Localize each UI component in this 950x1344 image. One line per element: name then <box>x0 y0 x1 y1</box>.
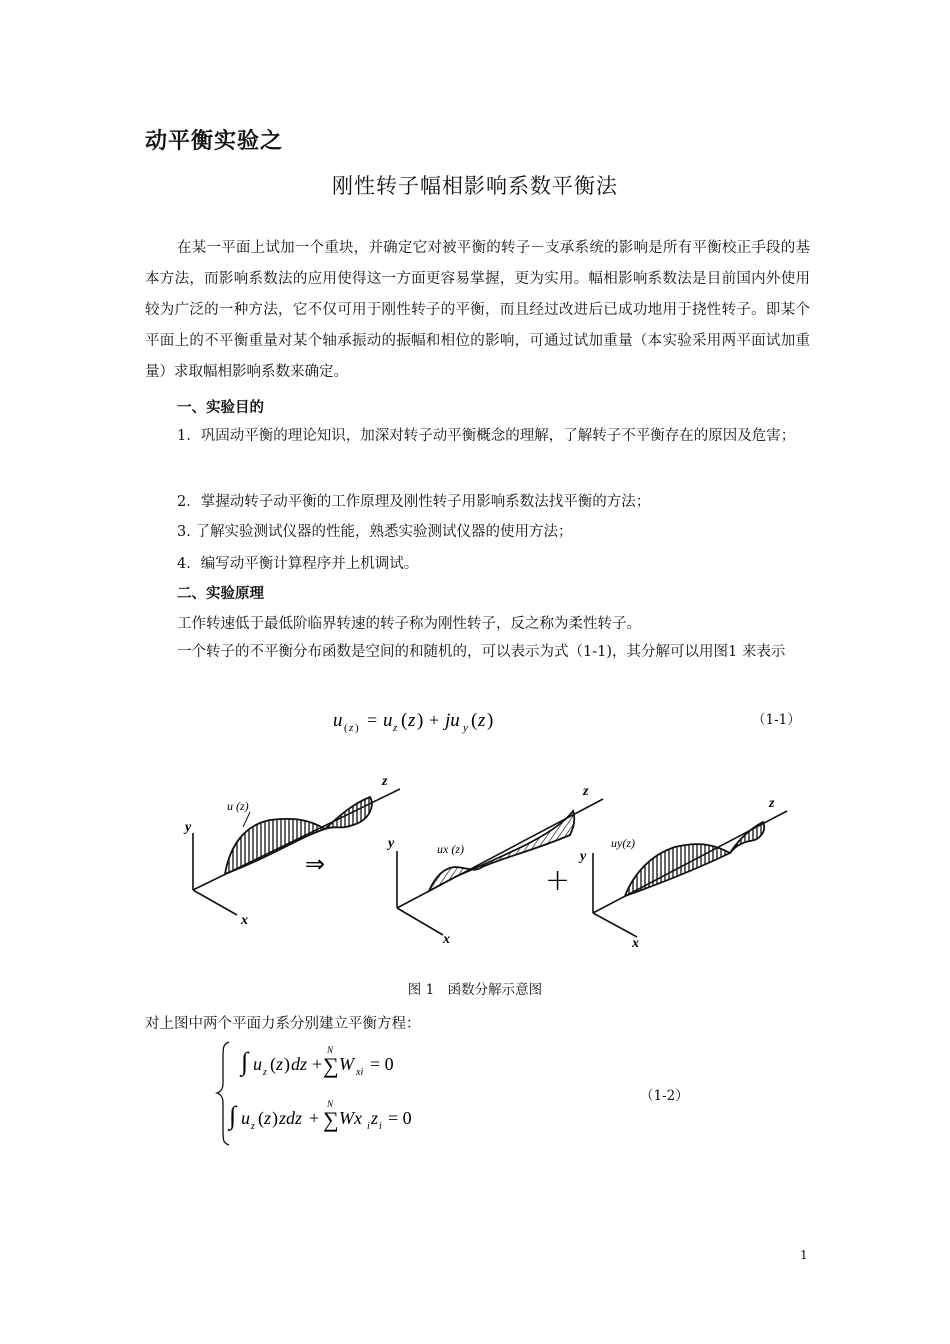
svg-text:z: z <box>393 722 398 734</box>
equation-1-2-number: （1-2） <box>640 1088 689 1104</box>
svg-text:z: z <box>478 710 486 731</box>
svg-text:z: z <box>769 796 775 811</box>
figure-panel-3 <box>578 796 787 951</box>
svg-text:Wx: Wx <box>339 1108 362 1128</box>
principle-paragraph-2: 一个转子的不平衡分布函数是空间的和随机的，可以表示为式（1-1)，其分解可以用图1 来表示 <box>177 644 786 660</box>
svg-text:i: i <box>379 1121 382 1132</box>
svg-text:u: u <box>333 710 343 731</box>
svg-text:): ) <box>417 710 424 731</box>
balance-equation-intro: 对上图中两个平面力系分别建立平衡方程： <box>145 1016 421 1032</box>
equation-1-1 <box>325 700 545 740</box>
svg-text:z: z <box>349 722 354 734</box>
svg-text:ju: ju <box>445 710 460 731</box>
svg-text:i: i <box>367 1121 370 1132</box>
arrow-implies: ⇒ <box>305 850 326 878</box>
svg-text:x: x <box>241 913 248 928</box>
document-title: 动平衡实验之 <box>145 129 284 154</box>
svg-text:xi: xi <box>356 1067 364 1078</box>
svg-text:z: z <box>382 774 388 789</box>
svg-text:(: ( <box>401 710 408 731</box>
svg-text:): ) <box>487 710 494 731</box>
svg-text:∫: ∫ <box>229 1101 237 1130</box>
figure-panel-1 <box>183 774 400 928</box>
svg-text:∑: ∑ <box>323 1107 339 1132</box>
svg-text:y: y <box>580 849 587 864</box>
figure-panel-2 <box>386 784 603 947</box>
svg-text:): ) <box>284 1054 290 1074</box>
svg-text:∫: ∫ <box>241 1047 249 1076</box>
svg-text:N: N <box>327 1099 334 1109</box>
svg-text:): ) <box>355 722 359 734</box>
svg-text:(: ( <box>471 710 478 731</box>
plus-sign: + <box>545 863 571 898</box>
svg-text:= 0: = 0 <box>388 1108 412 1128</box>
svg-text:z: z <box>583 784 589 799</box>
svg-text:= 0: = 0 <box>370 1054 394 1074</box>
svg-text:+: + <box>309 1108 320 1128</box>
svg-text:ux (z): ux (z) <box>437 842 464 856</box>
svg-text:u: u <box>383 710 393 731</box>
svg-text:u: u <box>241 1108 250 1128</box>
principle-paragraph-1: 工作转速低于最低阶临界转速的转子称为刚性转子，反之称为柔性转子。 <box>177 616 641 632</box>
page-number: 1 <box>800 1248 808 1262</box>
svg-text:zdz: zdz <box>279 1108 303 1128</box>
equation-1-1-number: （1-1） <box>752 712 801 728</box>
svg-text:z: z <box>264 1108 272 1128</box>
svg-text:∑: ∑ <box>323 1053 339 1078</box>
svg-text:x: x <box>443 932 450 947</box>
svg-text:y: y <box>388 836 395 851</box>
section-heading-purpose: 一、实验目的 <box>177 400 264 416</box>
intro-paragraph: 在某一平面上试加一个重块，并确定它对被平衡的转子－支承系统的影响是所有平衡校正手段的基本方法，而影响系数法的应用使得这一方面更容易掌握，更为实用。幅相影响系数法是目前国内外使用较为广泛的一种方法，它不仅可用于刚性转子的平衡，而且经过改进后已成功地用于挠性转子。即某个平面上的不平衡重量对某个轴承振动的振幅和相位的影响，可通过试加重量（本实验采用两平面试加重量）求取幅相影响系数来确定。 <box>145 240 810 380</box>
svg-text:z: z <box>371 1108 379 1128</box>
svg-text:u (z): u (z) <box>227 799 249 813</box>
svg-text:z: z <box>263 1067 267 1078</box>
svg-text:u: u <box>253 1054 262 1074</box>
svg-text:z: z <box>408 710 416 731</box>
purpose-item-1: 1．巩固动平衡的理论知识，加深对转子动平衡概念的理解，了解转子不平衡存在的原因及危害； <box>177 428 796 444</box>
svg-text:=: = <box>367 710 378 730</box>
purpose-item-3: 3. 了解实验测试仪器的性能，熟悉实验测试仪器的使用方法； <box>177 524 573 540</box>
svg-text:+: + <box>312 1054 323 1074</box>
figure-function-decomposition <box>175 765 815 965</box>
svg-text:y: y <box>463 722 468 734</box>
svg-text:W: W <box>339 1054 354 1074</box>
document-subtitle: 刚性转子幅相影响系数平衡法 <box>332 174 618 198</box>
svg-text:dz: dz <box>291 1054 308 1074</box>
section-heading-principle: 二、实验原理 <box>177 586 264 602</box>
svg-text:(: ( <box>344 722 348 734</box>
purpose-item-4: 4．编写动平衡计算程序并上机调试。 <box>177 556 419 572</box>
svg-text:): ) <box>272 1108 278 1128</box>
svg-text:+: + <box>429 710 440 730</box>
svg-text:uy(z): uy(z) <box>611 836 635 850</box>
svg-text:y: y <box>185 820 192 835</box>
svg-text:z: z <box>276 1054 284 1074</box>
svg-text:N: N <box>327 1045 334 1055</box>
purpose-item-2: 2．掌握动转子动平衡的工作原理及刚性转子用影响系数法找平衡的方法； <box>177 494 651 510</box>
svg-text:z: z <box>251 1121 255 1132</box>
figure-caption: 图 1 函数分解示意图 <box>407 982 543 998</box>
svg-text:(: ( <box>258 1108 264 1128</box>
svg-text:x: x <box>632 936 639 951</box>
equation-1-2 <box>215 1038 475 1148</box>
svg-text:(: ( <box>270 1054 276 1074</box>
